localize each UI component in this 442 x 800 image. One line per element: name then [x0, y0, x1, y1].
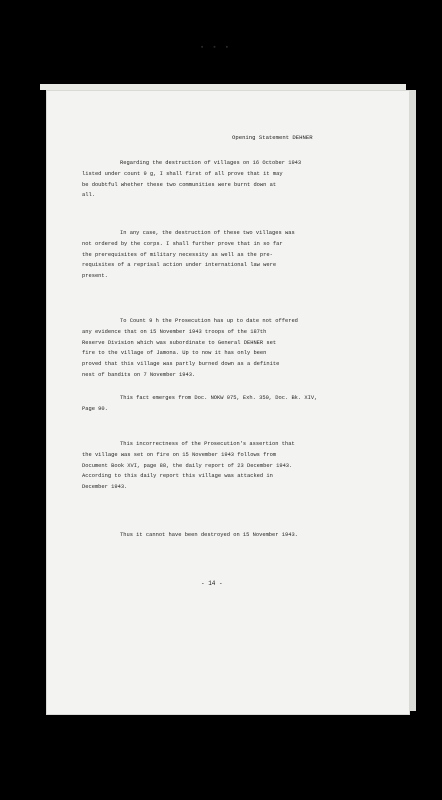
- paragraph-4: [82, 393, 402, 415]
- paragraph-2: [82, 228, 402, 282]
- text-line: December 1943.: [82, 484, 128, 491]
- page-number: - 14 -: [201, 580, 223, 587]
- text-line: Thus it cannot have been destroyed on 15 November 1943.: [120, 532, 298, 538]
- text-line: any evidence that on 15 November 1943 troops of the 187th: [82, 328, 267, 335]
- text-line: In any case, the destruction of these two villages was: [120, 230, 295, 236]
- paragraph-6: [82, 530, 402, 541]
- paragraph-5: [82, 439, 402, 493]
- text-line: present.: [82, 273, 108, 280]
- text-line: not ordered by the corps. I shall further prove that in so far: [82, 240, 283, 247]
- text-line: listed under count 9 g, I shall first of all prove that it may: [82, 170, 283, 177]
- text-line: According to this daily report this village was attacked in: [82, 473, 273, 480]
- document-page: [46, 90, 410, 715]
- text-line: the prerequisites of military necessity as well as the pre-: [82, 251, 273, 258]
- text-line: This fact emerges from Doc. NOKW 075, Exh. 350, Doc. Bk. XIV,: [120, 395, 318, 401]
- text-line: Document Book XVI, page 88, the daily report of 23 December 1943.: [82, 462, 293, 469]
- text-line: fire to the village of Jamona. Up to now it has only been: [82, 350, 267, 357]
- text-line: To Count 9 h the Prosecution has up to date not offered: [120, 318, 298, 324]
- paragraph-1: [82, 158, 402, 201]
- text-line: all.: [82, 192, 95, 199]
- text-line: proved that this village was partly burned down as a definite: [82, 361, 280, 368]
- paragraph-3: [82, 316, 402, 381]
- text-line: nest of bandits on 7 November 1943.: [82, 371, 196, 378]
- text-line: be doubtful whether these two communities were burnt down at: [82, 181, 277, 188]
- text-line: Reserve Division which was subordinate to General DEHNER set: [82, 339, 277, 346]
- text-line: Page 90.: [82, 405, 108, 412]
- text-line: the village was set on fire on 15 November 1943 follows from: [82, 451, 277, 458]
- text-line: requisites of a reprisal action under international law were: [82, 262, 277, 269]
- document-header: Opening Statement DEHNER: [232, 134, 313, 141]
- text-line: This incorrectness of the Prosecution's assertion that: [120, 441, 295, 447]
- text-line: Regarding the destruction of villages on 16 October 1943: [120, 160, 302, 166]
- film-frame-mark: ▪ ▪ ▪: [200, 44, 232, 52]
